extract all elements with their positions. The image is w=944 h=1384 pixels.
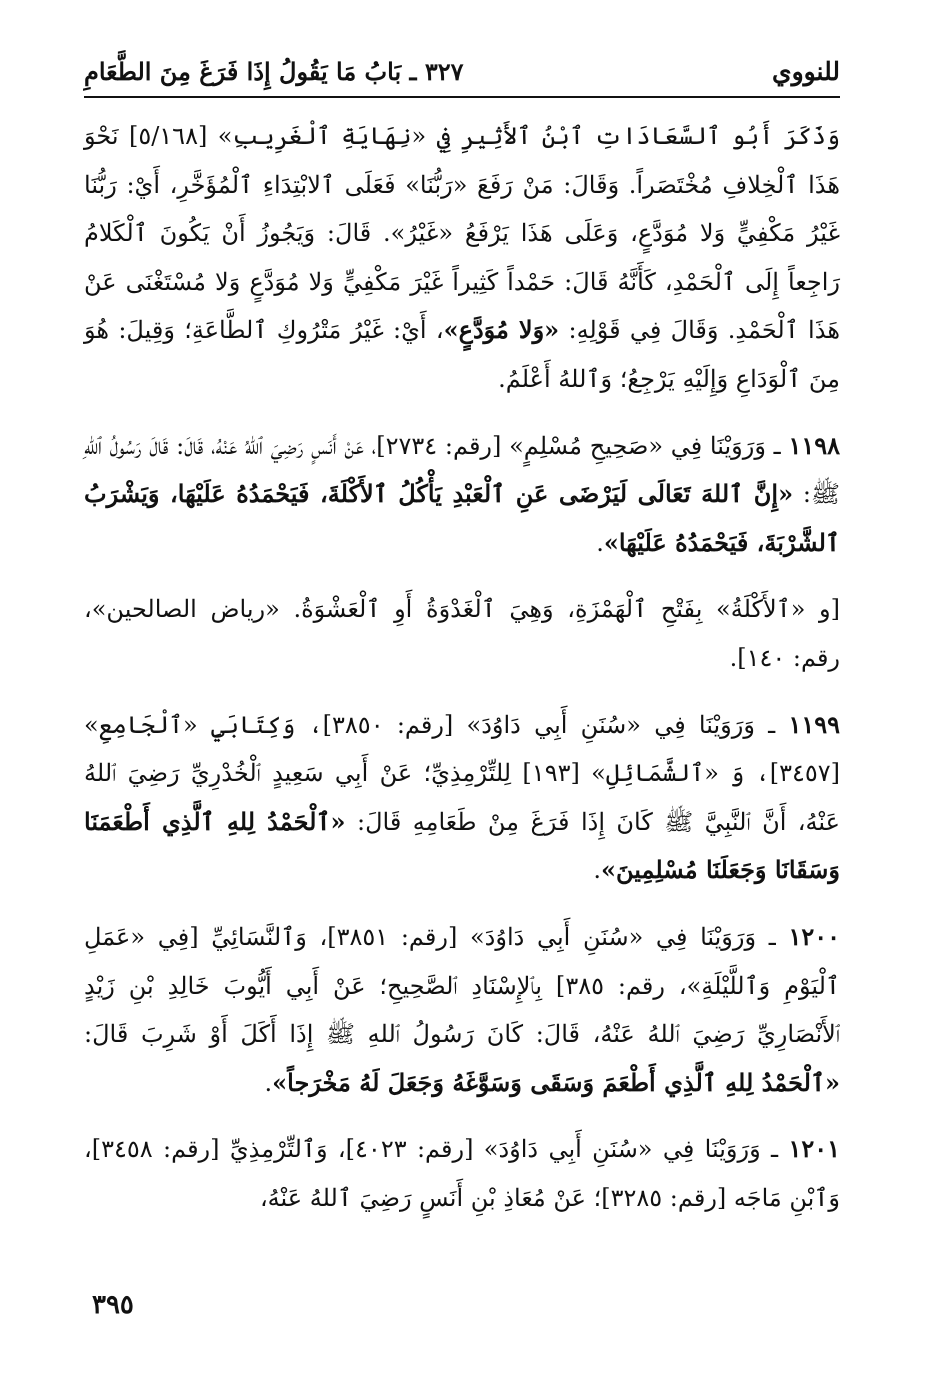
book-name: للنووي (772, 56, 840, 86)
running-header (84, 46, 840, 96)
intro-text: وَذَكَرَ أَبُو ٱلسَّعَادَاتِ ٱبْنُ ٱلأَثِيرِ فِي «نِهَايَةِ ٱلْغَرِيبِ» [٥/١٦٨] نَحْوَ هَذَا ٱلْخِلافِ مُخْتَصَراً. وَقَالَ: مَنْ رَفَعَ «رَبُّنَا» فَعَلَى ٱلابْتِدَاءِ ٱلْمُؤَخَّرِ، أَيْ: رَبُّنَا غَيْرُ مَكْفِيٍّ وَلا مُوَدَّعٍ، وَعَلَى هَذَا يَرْفَعُ «غَيْرُ». قَالَ: وَيَجُوزُ أَنْ يَكُونَ ٱلْكَلامُ رَاجِعاً إِلَى ٱلْحَمْدِ، كَأَنَّهُ قَالَ: حَمْداً كَثِيراً غَيْرَ مَكْفِيٍّ وَلا مُوَدَّعٍ وَلا مُسْتَغْنَى عَنْ هَذَا ٱلْحَمْدِ. وَقَالَ فِي قَوْلِهِ: (84, 122, 841, 345)
hadith-end: . (264, 1068, 273, 1097)
chapter-title: ٣٢٧ ـ بَابُ مَا يَقُولُ إِذَا فَرَغَ مِنَ الطَّعَامِ (84, 56, 464, 86)
note-text: [و «ٱلأَكْلَةُ» بِفَتْحِ ٱلْهَمْزَةِ، وَهِيَ ٱلْغَدْوَةُ أَوِ ٱلْعَشْوَةُ. «رياض الصالحين»، رقم: ١٤٠]. (84, 595, 840, 672)
intro-quote: «وَلا مُوَدَّعٍ» (443, 315, 560, 345)
hadith-number: ١١٩٨ (788, 430, 840, 460)
hadith-number: ١٢٠١ (788, 1134, 840, 1164)
hadith-quote: «إِنَّ ٱللهَ تَعَالَى لَيَرْضَى عَنِ ٱلْعَبْدِ يَأْكُلُ ٱلأَكْلَةَ، فَيَحْمَدُهُ عَلَيْهَا، وَيَشْرَبُ ٱلشَّرْبَةَ، فَيَحْمَدُهُ عَلَيْهَا» (84, 479, 840, 557)
hadith-1201 (84, 1125, 840, 1222)
hadith-number: ١٢٠٠ (788, 921, 840, 951)
note-paragraph (84, 585, 840, 682)
page-number: ٣٩٥ (92, 1290, 134, 1320)
hadith-1198 (84, 422, 840, 568)
page-body (84, 112, 840, 1222)
header-rule (84, 96, 840, 98)
hadith-quote: «ٱلْحَمْدُ لِلهِ ٱلَّذِي أَطْعَمَ وَسَقَى وَسَوَّغَهُ وَجَعَلَ لَهُ مَخْرَجاً» (272, 1067, 840, 1097)
hadith-end: . (596, 528, 604, 557)
hadith-1199 (84, 701, 840, 895)
hadith-1200 (84, 913, 840, 1107)
hadith-end: . (593, 856, 602, 885)
hadith-quote: «ٱلْحَمْدُ لِلهِ ٱلَّذِي أَطْعَمَنَا وَسَقَانَا وَجَعَلَنَا مُسْلِمِينَ» (84, 806, 840, 885)
intro-paragraph (84, 112, 840, 404)
hadith-text: ـ وَرَوَيْنَا فِي «سُنَنِ أَبِي دَاوُدَ» [رقم: ٣٨٥١]، وَٱلنَّسَائِيِّ [فِي «عَمَلِ ٱلْيَوْمِ وَٱللَّيْلَةِ»، رقم: ٣٨٥] بِٱلإِسْنَادِ ٱلصَّحِيحِ؛ عَنْ أَبِي أَيُّوبَ خَالِدِ بْنِ زَيْدٍ ٱلأَنْصَارِيِّ رَضِيَ ٱللهُ عَنْهُ، قَالَ: كَانَ رَسُولُ ٱللهِ ﷺ إِذَا أَكَلَ أَوْ شَرِبَ قَالَ: (84, 922, 840, 1049)
intro-text-end: ، أَيْ: غَيْرُ مَتْرُوكِ ٱلطَّاعَةِ؛ وَقِيلَ: هُوَ مِنَ ٱلْوَدَاعِ وَإِلَيْهِ يَرْجِعُ؛ وَٱللهُ أَعْلَمُ. (84, 316, 840, 393)
hadith-number: ١١٩٩ (788, 709, 840, 739)
hadith-text: ـ وَرَوَيْنَا فِي «سُنَنِ أَبِي دَاوُدَ» [رقم: ٣٨٥٠]، وَكِتَابَيِ «ٱلْجَامِعِ» [٣٤٥٧]، وَ «ٱلشَّمَائِلِ» [١٩٣] لِلتِّرْمِذِيِّ؛ عَنْ أَبِي سَعِيدٍ ٱلْخُدْرِيِّ رَضِيَ ٱللهُ عَنْهُ، أَنَّ ٱلنَّبِيَّ ﷺ كَانَ إِذَا فَرَغَ مِنْ طَعَامِهِ قَالَ: (84, 710, 841, 836)
hadith-text: ـ وَرَوَيْنَا فِي «سُنَنِ أَبِي دَاوُدَ» [رقم: ٤٠٢٣]، وَٱلتِّرْمِذِيِّ [رقم: ٣٤٥٨]، وَٱبْنِ مَاجَه [رقم: ٣٢٨٥]؛ عَنْ مُعَاذِ بْنِ أَنَسٍ رَضِيَ ٱللهُ عَنْهُ، (84, 1135, 840, 1212)
hadith-text: ـ وَرَوَيْنَا فِي «صَحِيحِ مُسْلِمٍ» [رقم: ٢٧٣٤]، عَنْ أَنَسٍ رَضِيَ ٱللهُ عَنْهُ، قَالَ: قَالَ رَسُولُ ٱللهِ ﷺ: (84, 431, 840, 509)
